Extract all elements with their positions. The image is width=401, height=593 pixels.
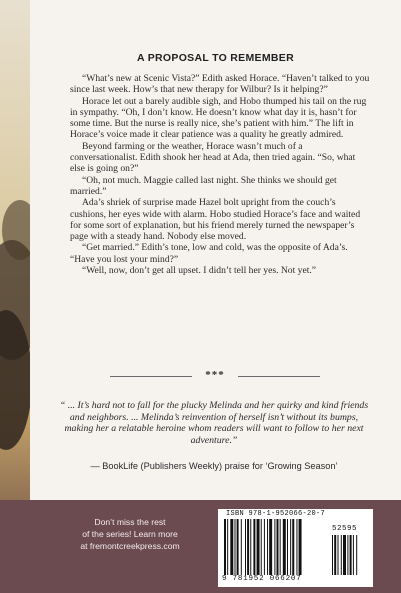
barcode-bar — [296, 519, 297, 575]
barcode-bar — [347, 535, 348, 575]
review-quote: “ ... It’s hard not to fall for the plucky Melinda and her quirky and kind friends and neighbors. ... Melinda’s reinvention of herself isn’t without its bumps, making her a relatable heroine whom readers will want to follow to her next adventure.” — [59, 400, 369, 446]
barcode-bar — [332, 535, 333, 575]
paragraph: Horace let out a barely audible sigh, and Hobo thumped his tail on the rug in sympathy. “Oh, I don’t know. He doesn’t know what day it is, hasn’t for some time. But the nurse is really nice, she’s patient with him.” The lift in Horace’s voice made it clear patience was a quality he greatly admired. — [70, 95, 367, 141]
paragraph: “Get married.” Edith’s tone, low and cold, was the opposite of Ada’s. “Have you lost your mind?” — [70, 242, 348, 265]
promo-line: of the series! Learn more — [82, 529, 178, 540]
barcode-bar — [334, 535, 336, 575]
paragraph: “What’s new at Scenic Vista?” Edith asked Horace. “Haven’t talked to you since last week. How’s that new therapy for Wilbur? Is it helping?” — [70, 73, 370, 96]
barcode-bar — [224, 519, 226, 575]
paragraph: “Oh, not much. Maggie called last night. She thinks we should get married.” — [70, 174, 337, 197]
barcode-bar — [341, 535, 342, 575]
barcode-bar — [267, 519, 268, 575]
excerpt-text — [70, 73, 370, 276]
barcode-bar — [230, 519, 233, 575]
barcode-bar — [338, 535, 339, 575]
barcode-bar — [280, 519, 281, 575]
barcode-bar — [356, 535, 357, 575]
section-separator: *** — [205, 369, 225, 381]
barcode-bar — [350, 535, 352, 575]
barcode-bar — [292, 519, 294, 575]
barcode-bar — [245, 519, 246, 575]
barcode-bar — [250, 519, 251, 575]
paragraph: “Well, now, don’t get all upset. I didn’t tell her yes. Not yet.” — [82, 265, 317, 277]
barcode-bar — [343, 535, 346, 575]
barcode-bar — [257, 519, 260, 575]
barcode-bar — [247, 519, 249, 575]
barcode-bar — [290, 519, 291, 575]
barcode-bar — [353, 535, 354, 575]
barcode-number: 9 781952 066207 — [222, 575, 302, 583]
divider-right — [238, 376, 320, 377]
isbn-label: ISBN 978-1-952066-20-7 — [226, 510, 326, 518]
barcode-bar — [264, 519, 265, 575]
series-promo — [70, 516, 190, 553]
barcode-bar — [283, 519, 286, 575]
divider-left — [110, 376, 192, 377]
excerpt-title: A PROPOSAL TO REMEMBER — [137, 52, 294, 64]
review-attribution: — BookLife (Publishers Weekly) praise for ‘Growing Season’ — [90, 461, 338, 471]
barcode-bar — [287, 519, 288, 575]
barcode-bar — [269, 519, 272, 575]
barcode-bar — [274, 519, 275, 575]
barcode-bar — [277, 519, 279, 575]
paragraph: Beyond farming or the weather, Horace wasn’t much of a conversationalist. Edith shook her head at Ada, then tried again. “So, what else is going on?” — [70, 140, 356, 175]
barcode-bar — [241, 519, 242, 575]
barcode-bar — [261, 519, 262, 575]
barcode-bar — [235, 519, 236, 575]
isbn-barcode — [218, 509, 373, 587]
promo-line: at fremontcreekpress.com — [80, 541, 180, 552]
barcode-bar — [299, 519, 302, 575]
paragraph: Ada’s shriek of surprise made Hazel bolt upright from the couch’s cushions, her eyes wide with alarm. Hobo studied Horace’s face and waited for some sort of explanation, but his friend merely turned the newspaper’s page with a steady hand. Nobody else moved. — [70, 197, 361, 243]
barcode-bar — [253, 519, 255, 575]
price-code: 52595 — [332, 525, 358, 533]
barcode-bar — [227, 519, 228, 575]
promo-line: Don’t miss the rest — [94, 517, 166, 527]
barcode-bar — [237, 519, 239, 575]
